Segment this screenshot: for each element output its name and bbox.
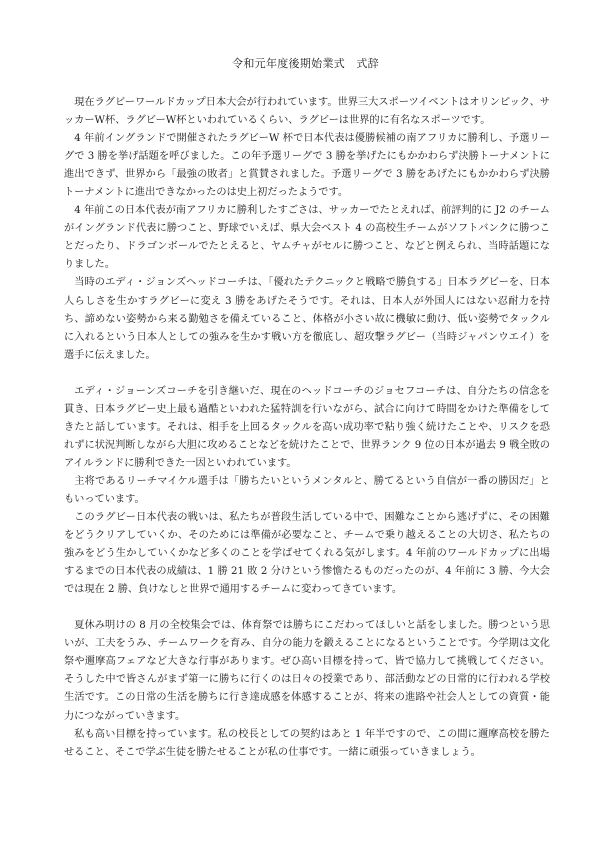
paragraph-1: 現在ラグビーワールドカップ日本大会が行われています。世界三大スポーツイベントはオリンピック、サッカーW杯、ラグビーW杯といわれているくらい、ラグビーは世界的に有名なスポーツです。 [64, 97, 550, 127]
paragraph-5: エディ・ジョーンズコーチを引き継いだ、現在のヘッドコーチのジョセフコーチは、自分たちの信念を貫き、日本ラグビー史上最も過酷といわれた猛特訓を行いながら、試合に向けて時間をかけた準備をしてきたと話しています。それは、相手を上回るタックルを高い成功率で粘り強く続けたことや、リスクを恐れずに状況判断しながら大胆に攻めることなどを続けたことで、世界ランク 9 位の日本が過去 9 戦全敗のアイルランドに勝利できた一因といわれています。 [64, 385, 550, 469]
document-title: 令和元年度後期始業式 式辞 [232, 57, 379, 70]
paragraph-4: 当時のエディ・ジョンズヘッドコーチは、「優れたテクニックと戦略で勝負する」日本ラグビーを、日本人らしさを生かすラグビーに変え 3 勝をあげたそうです。それは、日本人が外国人にはない忍耐力を持ち、諦めない姿勢から来る勤勉さを備えていること、体格が小さい故に機敏に動け、低い姿勢でタックルに入れるという日本人としての強みを生かす戦い方を徹底し、超攻撃ラグビー（当時ジャパンウエイ）を選手に伝えました。 [64, 277, 550, 361]
paragraph-spacer [64, 365, 550, 383]
paragraph-6: 主将であるリーチマイケル選手は「勝ちたいというメンタルと、勝てるという自信が一番の勝因だ」ともいっています。 [64, 475, 550, 505]
paragraph-9: 私も高い目標を持っています。私の校長としての契約はあと 1 年半ですので、この間に邇摩高校を勝たせること、そこで学ぶ生徒を勝たせることが私の仕事です。一緒に頑張っていきましょう。 [64, 728, 550, 758]
paragraph-8: 夏休み明けの 8 月の全校集会では、体育祭では勝ちにこだわってほしいと話をしました。勝つという思いが、工夫をうみ、チームワークを育み、自分の能力を鍛えることになるということです。今学期は文化祭や邇摩高フェアなど大きな行事があります。ぜひ高い目標を持って、皆で協力して挑戦してください。そうした中で皆さんがまず第一に勝ちに行くのは日々の授業であり、部活動などの日常的に行われる学校生活です。この日常の生活を勝ちに行き達成感を体感することが、将来の進路や社会人としての資質・能力につながっていきます。 [64, 620, 550, 722]
paragraph-7: このラグビー日本代表の戦いは、私たちが普段生活している中で、困難なことから逃げずに、その困難をどうクリアしていくか、そのためには準備が必要なこと、チームで乗り越えることの大切さ、私たちの強みをどう生かしていくかなど多くのことを学ばせてくれる気がします。4 年前のワールドカップに出場するまでの日本代表の成績は、1 勝 21 敗 2 分けという惨憺たるものだったのが、4 年前に 3 勝、今大会では現在 2 勝、負けなしと世界で通用するチームに変わってきています。 [64, 512, 550, 596]
paragraph-3: 4 年前この日本代表が南アフリカに勝利したすごさは、サッカーでたとえれば、前評判的に J2 のチームがイングランド代表に勝つこと、野球でいえば、県大会ベスト 4 の高校生チームがソフトバンクに勝つことだったり、ドラゴンボールでたとえると、ヤムチャがセルに勝つこと、などと例えられ、当時話題になりました。 [64, 205, 550, 271]
paragraph-2: 4 年前イングランドで開催されたラグビーW 杯で日本代表は優勝候補の南アフリカに勝利し、予選リーグで 3 勝を挙げ話題を呼びました。この年予選リーグで 3 勝を挙げたにもかかわらず決勝トーナメントに進出できず、世界から「最強の敗者」と賞賛されました。予選リーグで 3 勝をあげたにもかかわらず決勝トーナメントに進出できなかったのは史上初だったようです。 [64, 133, 550, 199]
document-body [64, 94, 550, 762]
paragraph-spacer [64, 599, 550, 617]
